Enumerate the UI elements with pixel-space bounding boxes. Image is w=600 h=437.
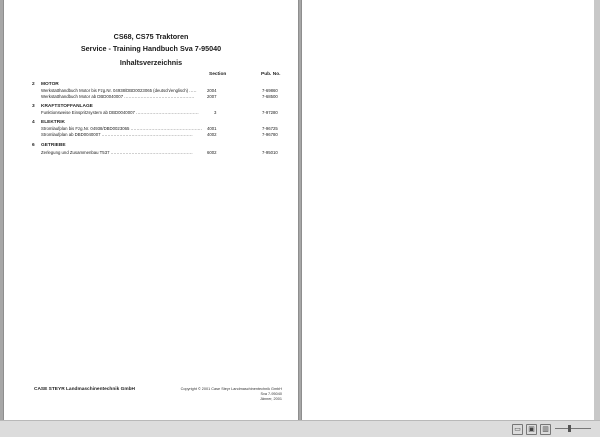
section-number: 3 <box>32 104 35 109</box>
zoom-slider-track[interactable] <box>555 428 591 429</box>
toc-entry-section: 6002 <box>207 150 217 155</box>
toc-entry-dots: ....................................................... <box>110 150 193 155</box>
toc-entry-text: Zerlegung und Zusammenbau T537 <box>41 150 110 155</box>
footer-copyright: Copyright © 2001 Case Steyr Landmaschinentechnik GmbH <box>180 387 282 391</box>
section-name: GETRIEBE <box>41 143 66 148</box>
section-heading <box>32 120 65 125</box>
toc-entry-pub: 7-68500 <box>262 94 278 99</box>
toc-entry-section: 2007 <box>207 94 217 99</box>
toc-entry-text: Stromlaufplan bis Fzg.Nr. 04938/DBD0023065 <box>41 126 130 131</box>
footer-date: Jänner, 2001 <box>260 397 282 401</box>
toc-entry-pub: 7-97280 <box>262 110 278 115</box>
toc-entry-dots: ................................................ <box>130 126 203 131</box>
section-heading <box>32 104 93 109</box>
toc-entry-text: Werkstatthandbuch Motor bis Fzg.Nr. 04938/DBD0023065 (deutsch/englisch) <box>41 88 189 93</box>
column-header-section: Section <box>209 72 227 77</box>
toc-entry-text: Funktionsweise Einspritzsystem ab DBD0040007 <box>41 110 135 115</box>
document-page-right <box>302 0 598 421</box>
section-number: 2 <box>32 82 35 87</box>
toc-title: Inhaltsverzeichnis <box>119 58 183 67</box>
toc-entry-section: 2004 <box>207 88 217 93</box>
toc-entry-pub: 7-96780 <box>262 132 278 137</box>
toc-entry[interactable] <box>41 88 197 93</box>
toc-entry-dots: ..... <box>189 88 197 93</box>
vertical-scrollbar[interactable] <box>594 0 600 421</box>
footer-sva: Sva 7-95040 <box>260 392 282 396</box>
toc-entry-dots: .......................................... <box>136 110 199 115</box>
toc-entry[interactable] <box>41 94 195 99</box>
toc-entry[interactable] <box>41 126 202 131</box>
two-page-icon[interactable]: ▥ <box>540 424 551 435</box>
toc-entry-dots: ............................................................. <box>101 132 193 137</box>
toc-entry-section: 4002 <box>207 132 217 137</box>
section-name: KRAFTSTOFFANLAGE <box>41 104 93 109</box>
toc-entry-dots: ............................................... <box>124 94 195 99</box>
section-name: ELEKTRIK <box>41 120 65 125</box>
page-icon[interactable]: ▭ <box>512 424 523 435</box>
section-heading <box>32 143 66 148</box>
document-title: CS68, CS75 Traktoren <box>113 32 189 41</box>
section-name: MOTOR <box>41 82 59 87</box>
status-bar <box>0 420 600 437</box>
toc-entry-pub: 7-96725 <box>262 126 278 131</box>
toc-entry-section: 4001 <box>207 126 217 131</box>
footer-info <box>174 387 282 402</box>
footer-company: CASE STEYR Landmaschinentechnik GmbH <box>34 387 136 392</box>
section-number: 4 <box>32 120 35 125</box>
toc-entry[interactable] <box>41 132 193 137</box>
document-page-left <box>4 0 298 421</box>
toc-entry[interactable] <box>41 110 199 115</box>
toc-entry-pub: 7-95010 <box>262 150 278 155</box>
column-header-pub-no: Pub. No. <box>261 72 281 77</box>
fit-page-icon[interactable]: ▣ <box>526 424 537 435</box>
toc-entry-text: Stromlaufplan ab DBD0040007 <box>41 132 101 137</box>
toc-entry-section: 3 <box>214 110 217 115</box>
section-heading <box>32 82 59 87</box>
zoom-slider-thumb[interactable] <box>568 425 571 432</box>
document-subtitle: Service - Training Handbuch Sva 7-95040 <box>80 44 222 53</box>
toc-entry-text: Werkstatthandbuch Motor ab DBD0040007 <box>41 94 124 99</box>
toc-entry-pub: 7-69860 <box>262 88 278 93</box>
toc-entry[interactable] <box>41 150 193 155</box>
section-number: 6 <box>32 143 35 148</box>
